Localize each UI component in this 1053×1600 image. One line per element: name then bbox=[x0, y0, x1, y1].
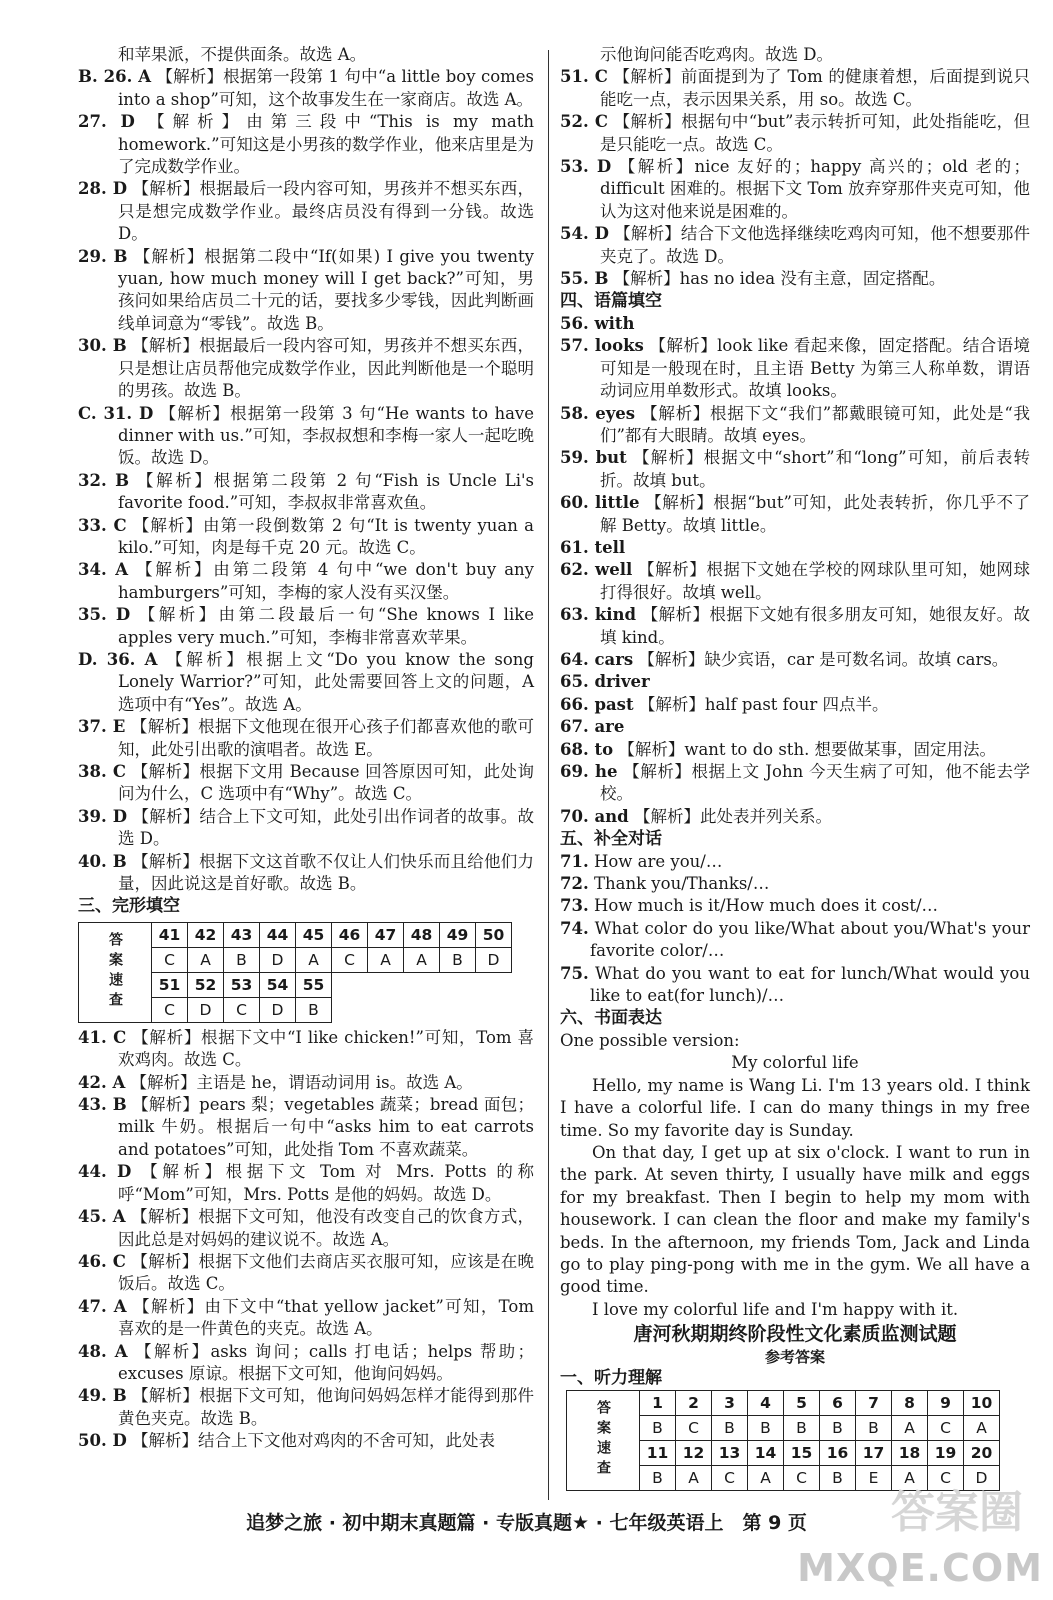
answer-cell: B bbox=[712, 1415, 748, 1440]
question-number-cell: 48 bbox=[404, 922, 440, 947]
question-number-cell: 16 bbox=[820, 1440, 856, 1465]
essay bbox=[560, 1030, 1030, 1321]
question-number-cell: 44 bbox=[260, 922, 296, 947]
answer-explanation: 【解析】主语是 he，谓语动词用 is。故选 A。 bbox=[130, 1072, 473, 1092]
answer-item bbox=[78, 761, 534, 806]
section-heading-writing: 六、书面表达 bbox=[560, 1008, 662, 1029]
answer-cell: C bbox=[676, 1415, 712, 1440]
dialog-number: 72. bbox=[560, 874, 589, 894]
answer-item bbox=[560, 604, 1030, 649]
answer-item bbox=[560, 739, 1030, 761]
answer-item bbox=[560, 716, 1030, 738]
answer-explanation: 【解析】根据下文这首歌不仅让人们快乐而且给他们力量，因此说这是首好歌。故选 B。 bbox=[118, 851, 534, 894]
answer-number: 30. B bbox=[78, 336, 127, 356]
answer-item bbox=[78, 470, 534, 515]
question-number-cell: 43 bbox=[224, 922, 260, 947]
answer-item bbox=[78, 1341, 534, 1386]
answer-number: 42. A bbox=[78, 1072, 126, 1092]
question-number-cell: 13 bbox=[712, 1440, 748, 1465]
question-number-cell: 15 bbox=[784, 1440, 820, 1465]
answer-cell: C bbox=[152, 947, 188, 972]
answer-number: 55. B bbox=[560, 269, 609, 289]
answer-explanation: 【解析】根据“but”可知，此处表转折，你几乎不了解 Betty。故填 little。 bbox=[600, 493, 1030, 535]
answer-number: 67. are bbox=[560, 717, 625, 737]
essay-paragraph: Hello, my name is Wang Li. I'm 13 years old. I think I have a colorful life. I can do many things in my free time. So my favorite day is Sunday. bbox=[560, 1075, 1030, 1140]
answer-item bbox=[560, 111, 1030, 156]
table-label: 答案速查 bbox=[79, 922, 152, 1022]
answer-number: 46. C bbox=[78, 1251, 126, 1271]
dialog-number: 71. bbox=[560, 851, 589, 871]
answer-explanation: 示他询问能否吃鸡肉。故选 D。 bbox=[600, 45, 833, 64]
answer-number: C. 31. D bbox=[78, 403, 154, 423]
answer-explanation: 【解析】此处表并列关系。 bbox=[633, 806, 832, 826]
answer-number: 57. looks bbox=[560, 336, 644, 356]
answer-number: 41. C bbox=[78, 1027, 127, 1047]
answer-explanation: 【解析】根据最后一段内容可知，男孩并不想买东西，只是想完成数学作业。最终店员没有得到一分钱。故选 D。 bbox=[118, 179, 534, 244]
answer-explanation: 【解析】由第二段第 4 句中“we don't buy any hamburgers”可知，李梅的家人没有买汉堡。 bbox=[118, 560, 534, 602]
answer-explanation: 【解析】根据第二段第 2 句“Fish is Uncle Li's favorite food.”可知，李叔叔非常喜欢鱼。 bbox=[118, 470, 534, 513]
answer-item bbox=[560, 44, 1030, 66]
answer-item bbox=[78, 1027, 534, 1072]
watermark-logo: 答案圈 bbox=[891, 1487, 1023, 1538]
empty-cell bbox=[368, 972, 404, 997]
question-number-cell: 2 bbox=[676, 1390, 712, 1415]
answer-item bbox=[560, 537, 1030, 559]
answer-number: 59. but bbox=[560, 448, 627, 468]
answer-explanation: 【解析】asks 询问；calls 打电话；helps 帮助；excuses 原谅。根据下文可知，他询问妈妈。 bbox=[118, 1341, 534, 1383]
answer-cell: B bbox=[784, 1415, 820, 1440]
question-number-cell: 42 bbox=[188, 922, 224, 947]
dialog-answer bbox=[560, 851, 1030, 873]
answer-explanation: 【解析】结合上下文可知，此处引出作词者的故事。故选 D。 bbox=[118, 806, 534, 849]
answer-number: 50. D bbox=[78, 1431, 127, 1451]
answer-cell: A bbox=[296, 947, 332, 972]
answer-number: 61. tell bbox=[560, 537, 626, 557]
answer-number: 62. well bbox=[560, 560, 633, 580]
empty-cell bbox=[440, 972, 476, 997]
answer-item bbox=[78, 1072, 534, 1094]
answer-number: 40. B bbox=[78, 851, 127, 871]
section-heading-listening: 一、听力理解 bbox=[560, 1368, 662, 1389]
answer-explanation: 【解析】根据下文 Tom 对 Mrs. Potts 的称呼“Mom”可知，Mrs. Potts 是他的妈妈。故选 D。 bbox=[118, 1162, 534, 1204]
answer-item bbox=[78, 1296, 534, 1341]
answer-item bbox=[78, 1430, 534, 1452]
dialog-answer bbox=[560, 963, 1030, 1008]
question-number-cell: 47 bbox=[368, 922, 404, 947]
empty-cell bbox=[476, 997, 512, 1022]
answer-explanation: 【解析】由第二段最后一句“She knows I like apples very much.”可知，李梅非常喜欢苹果。 bbox=[118, 605, 534, 647]
dialog-answers bbox=[560, 851, 1030, 1008]
answer-explanation: 【解析】根据下文“我们”都戴眼镜可知，此处是“我们”都有大眼睛。故填 eyes。 bbox=[600, 403, 1031, 445]
essay-title: My colorful life bbox=[731, 1053, 859, 1073]
empty-cell bbox=[440, 997, 476, 1022]
answer-cell: C bbox=[224, 997, 260, 1022]
answer-cell: C bbox=[712, 1465, 748, 1490]
answer-number: 51. C bbox=[560, 67, 608, 87]
answer-item bbox=[78, 1251, 534, 1296]
question-number-cell: 4 bbox=[748, 1390, 784, 1415]
answer-number: 63. kind bbox=[560, 605, 637, 625]
answer-number: 48. A bbox=[78, 1341, 128, 1361]
answer-cell: B bbox=[820, 1465, 856, 1490]
answer-cell: A bbox=[188, 947, 224, 972]
answer-explanation: 【解析】has no idea 没有主意，固定搭配。 bbox=[613, 269, 946, 289]
answer-item bbox=[78, 649, 534, 716]
answer-cell: B bbox=[224, 947, 260, 972]
question-number-cell: 12 bbox=[676, 1440, 712, 1465]
essay-intro: One possible version: bbox=[560, 1030, 740, 1050]
answer-item bbox=[78, 1385, 534, 1430]
cloze-table bbox=[78, 922, 512, 1023]
answer-explanation: 【解析】根据下文他们去商店买衣服可知，应该是在晚饭后。故选 C。 bbox=[118, 1251, 534, 1294]
answer-cell: D bbox=[964, 1465, 1000, 1490]
answer-number: 70. and bbox=[560, 806, 629, 826]
answer-explanation: 【解析】根据上文“Do you know the song Lonely Warrior?”可知，此处需要回答上文的问题，A 选项中有“Yes”。故选 A。 bbox=[118, 649, 534, 714]
answer-item bbox=[560, 492, 1030, 537]
answer-explanation: 【解析】half past four 四点半。 bbox=[638, 694, 889, 714]
answer-item bbox=[560, 403, 1030, 448]
left-column bbox=[78, 44, 534, 1453]
question-number-cell: 8 bbox=[892, 1390, 928, 1415]
answer-number: 69. he bbox=[560, 762, 618, 781]
question-number-cell: 45 bbox=[296, 922, 332, 947]
answer-explanation: 【解析】want to do sth. 想要做某事，固定用法。 bbox=[618, 739, 997, 759]
answer-item bbox=[78, 44, 534, 66]
answer-item bbox=[78, 716, 534, 761]
empty-cell bbox=[368, 997, 404, 1022]
answer-explanation: 【解析】根据句中“but”表示转折可知，此处指能吃，但是只能吃一点。故选 C。 bbox=[600, 112, 1030, 154]
section-heading-text-fill: 四、语篇填空 bbox=[560, 291, 662, 312]
answer-cell: D bbox=[188, 997, 224, 1022]
answer-item bbox=[78, 806, 534, 851]
essay-paragraph: On that day, I get up at six o'clock. I want to run in the park. At seven thirty, I usually have milk and eggs for my breakfast. Then I begin to help my mom with housework. I can clean the floor and make my family's beds. In the afternoon, my friends Tom, Jack and Linda go to play ping-pong with me in the gym. We all have a good time. bbox=[560, 1142, 1030, 1297]
answer-number: 29. B bbox=[78, 246, 128, 266]
answer-list-left-2 bbox=[78, 1027, 534, 1453]
answer-item bbox=[560, 223, 1030, 268]
answer-cell: E bbox=[856, 1465, 892, 1490]
answer-explanation: 【解析】根据第一段第 1 句中“a little boy comes into a shop”可知，这个故事发生在一家商店。故选 A。 bbox=[118, 67, 535, 109]
answer-item bbox=[560, 268, 1030, 290]
answer-number: 45. A bbox=[78, 1207, 126, 1227]
answer-cell: A bbox=[964, 1415, 1000, 1440]
answer-cell: C bbox=[928, 1465, 964, 1490]
answer-item bbox=[78, 403, 534, 470]
answer-number: 47. A bbox=[78, 1296, 127, 1316]
question-number-cell: 7 bbox=[856, 1390, 892, 1415]
answer-item bbox=[78, 178, 534, 245]
watermark-text: MXQE.COM bbox=[797, 1546, 1043, 1590]
answer-item bbox=[78, 335, 534, 402]
question-number-cell: 46 bbox=[332, 922, 368, 947]
empty-cell bbox=[404, 972, 440, 997]
dialog-answer bbox=[560, 918, 1030, 963]
answer-item bbox=[560, 335, 1030, 402]
answer-number: B. 26. A bbox=[78, 67, 152, 87]
question-number-cell: 5 bbox=[784, 1390, 820, 1415]
answer-item bbox=[560, 66, 1030, 111]
answer-explanation: 【解析】根据文中“short”和“long”可知，前后表转折。故填 but。 bbox=[600, 448, 1030, 490]
answer-cell: C bbox=[332, 947, 368, 972]
answer-cell: C bbox=[152, 997, 188, 1022]
answer-explanation: 【解析】由下文中“that yellow jacket”可知，Tom 喜欢的是一件黄色的夹克。故选 A。 bbox=[118, 1296, 534, 1339]
answer-item bbox=[78, 515, 534, 560]
answer-explanation: 【解析】根据下文他现在很开心孩子们都喜欢他的歌可知，此处引出歌的演唱者。故选 E。 bbox=[118, 717, 535, 759]
empty-cell bbox=[404, 997, 440, 1022]
column-divider bbox=[548, 50, 549, 1500]
answer-list-left bbox=[78, 44, 534, 895]
answer-explanation: 【解析】根据下文她有很多朋友可知，她很友好。故填 kind。 bbox=[600, 605, 1031, 647]
answer-number: D. 36. A bbox=[78, 649, 158, 669]
section-heading-dialog: 五、补全对话 bbox=[560, 829, 662, 850]
section-heading-cloze: 三、完形填空 bbox=[78, 896, 180, 917]
dialog-text: What color do you like/What about you/What's your favorite color/… bbox=[590, 918, 1030, 961]
answer-cell: B bbox=[748, 1415, 784, 1440]
answer-cell: B bbox=[440, 947, 476, 972]
answer-item bbox=[560, 156, 1030, 223]
answer-explanation: 【解析】由第一段倒数第 2 句“It is twenty yuan a kilo.”可知，肉是每千克 20 元。故选 C。 bbox=[118, 515, 534, 557]
answer-number: 38. C bbox=[78, 762, 127, 781]
dialog-text: How much is it/How much does it cost/… bbox=[593, 896, 939, 916]
dialog-text: Thank you/Thanks/… bbox=[593, 874, 770, 894]
answer-cell: D bbox=[476, 947, 512, 972]
answer-explanation: 【解析】根据下文可知，他没有改变自己的饮食方式，因此总是对妈妈的建议说不。故选 A。 bbox=[118, 1207, 534, 1249]
answer-cell: B bbox=[640, 1415, 676, 1440]
answer-cell: A bbox=[676, 1465, 712, 1490]
answer-cell: B bbox=[856, 1415, 892, 1440]
answer-item bbox=[560, 559, 1030, 604]
answer-number: 28. D bbox=[78, 179, 127, 199]
answer-cell: A bbox=[748, 1465, 784, 1490]
answer-explanation: 【解析】由第三段中“This is my math homework.”可知这是小男孩的数学作业，他来店里是为了完成数学作业。 bbox=[118, 112, 534, 177]
answer-number: 60. little bbox=[560, 493, 640, 513]
answer-item bbox=[78, 1206, 534, 1251]
empty-cell bbox=[476, 972, 512, 997]
answer-explanation: 【解析】根据第一段第 3 句“He wants to have dinner with us.”可知，李叔叔想和李梅一家人一起吃晚饭。故选 D。 bbox=[118, 403, 534, 468]
answer-number: 49. B bbox=[78, 1386, 127, 1406]
answer-item bbox=[560, 447, 1030, 492]
answer-explanation: 【解析】结合下文他选择继续吃鸡肉可知，他不想要那件夹克了。故选 D。 bbox=[600, 224, 1031, 266]
answer-explanation: 【解析】根据下文她在学校的网球队里可知，她网球打得很好。故填 well。 bbox=[600, 560, 1030, 602]
answer-item bbox=[560, 313, 1030, 335]
answer-item bbox=[78, 604, 534, 649]
answer-item bbox=[78, 246, 534, 336]
answer-number: 56. with bbox=[560, 313, 635, 333]
answer-explanation: 【解析】nice 友好的；happy 高兴的；old 老的；difficult 困难的。根据下文 Tom 放弃穿那件夹克可知，他认为这对他来说是困难的。 bbox=[600, 157, 1031, 221]
question-number-cell: 41 bbox=[152, 922, 188, 947]
answer-number: 35. D bbox=[78, 605, 131, 625]
answer-explanation: 【解析】根据第二段中“If(如果) I give you twenty yuan, how much money will I get back?”可知，男孩问如果给店员二十元的话，要找多少零钱，因此判断画线单词意为“零钱”。故选 B。 bbox=[118, 246, 535, 333]
answer-item bbox=[560, 806, 1030, 828]
answer-explanation: 【解析】根据上文 John 今天生病了可知，他不能去学校。 bbox=[600, 762, 1031, 804]
answer-item bbox=[560, 649, 1030, 671]
dialog-answer bbox=[560, 873, 1030, 895]
answer-explanation: 【解析】pears 梨；vegetables 蔬菜；bread 面包；milk 牛奶。根据后一句中“asks him to eat carrots and potatoes”可知，此处指 Tom 不喜欢蔬菜。 bbox=[118, 1095, 534, 1159]
answer-cell: D bbox=[260, 997, 296, 1022]
question-number-cell: 18 bbox=[892, 1440, 928, 1465]
dialog-answer bbox=[560, 895, 1030, 917]
empty-cell bbox=[332, 972, 368, 997]
answer-cell: A bbox=[892, 1415, 928, 1440]
empty-cell bbox=[332, 997, 368, 1022]
essay-body bbox=[560, 1075, 1030, 1321]
answer-number: 58. eyes bbox=[560, 403, 636, 423]
answer-cell: D bbox=[260, 947, 296, 972]
page-footer: 追梦之旅 · 初中期末真题篇 · 专版真题★ · 七年级英语上 第 9 页 bbox=[246, 1512, 807, 1534]
question-number-cell: 6 bbox=[820, 1390, 856, 1415]
answer-explanation: 【解析】根据下文可知，他询问妈妈怎样才能得到那件黄色夹克。故选 B。 bbox=[118, 1386, 534, 1428]
answer-number: 33. C bbox=[78, 515, 127, 535]
answer-number: 44. D bbox=[78, 1162, 132, 1182]
answer-number: 68. to bbox=[560, 739, 614, 759]
answer-number: 54. D bbox=[560, 224, 609, 244]
question-number-cell: 9 bbox=[928, 1390, 964, 1415]
answer-explanation: 【解析】缺少宾语，car 是可数名词。故填 cars。 bbox=[638, 649, 1009, 669]
answer-cell: A bbox=[892, 1465, 928, 1490]
question-number-cell: 17 bbox=[856, 1440, 892, 1465]
table-label: 答案速查 bbox=[567, 1390, 640, 1490]
answer-cell: A bbox=[368, 947, 404, 972]
dialog-number: 75. bbox=[560, 963, 589, 983]
question-number-cell: 54 bbox=[260, 972, 296, 997]
answer-number: 34. A bbox=[78, 560, 129, 580]
answer-explanation: 和苹果派，不提供面条。故选 A。 bbox=[118, 45, 367, 64]
question-number-cell: 14 bbox=[748, 1440, 784, 1465]
answer-key-subtitle: 参考答案 bbox=[764, 1348, 825, 1367]
question-number-cell: 50 bbox=[476, 922, 512, 947]
answer-explanation: 【解析】look like 看起来像，固定搭配。结合语境可知是一般现在时，且主语 Betty 为第三人称单数，谓语动词应用单数形式。故填 looks。 bbox=[600, 336, 1031, 401]
answer-cell: A bbox=[404, 947, 440, 972]
answer-explanation: 【解析】根据下文用 Because 回答原因可知，此处询问为什么，C 选项中有“Why”。故选 C。 bbox=[118, 762, 534, 804]
question-number-cell: 49 bbox=[440, 922, 476, 947]
answer-number: 66. past bbox=[560, 694, 634, 714]
dialog-number: 73. bbox=[560, 896, 589, 916]
answer-item bbox=[78, 1161, 534, 1206]
answer-list-right bbox=[560, 44, 1030, 290]
question-number-cell: 19 bbox=[928, 1440, 964, 1465]
answer-item bbox=[78, 111, 534, 178]
question-number-cell: 20 bbox=[964, 1440, 1000, 1465]
dialog-text: What do you want to eat for lunch/What would you like to eat(for lunch)/… bbox=[590, 963, 1030, 1006]
answer-explanation: 【解析】根据最后一段内容可知，男孩并不想买东西，只是想让店员帮他完成数学作业，因此判断他是一个聪明的男孩。故选 B。 bbox=[118, 336, 534, 401]
answer-number: 53. D bbox=[560, 157, 612, 177]
dialog-number: 74. bbox=[560, 918, 589, 938]
answer-explanation: 【解析】结合上下文他对鸡肉的不舍可知，此处表 bbox=[132, 1431, 496, 1451]
question-number-cell: 10 bbox=[964, 1390, 1000, 1415]
question-number-cell: 55 bbox=[296, 972, 332, 997]
answer-number: 32. B bbox=[78, 470, 130, 490]
essay-paragraph: I love my colorful life and I'm happy with it. bbox=[592, 1299, 959, 1319]
question-number-cell: 53 bbox=[224, 972, 260, 997]
exam-title: 唐河秋期期终阶段性文化素质监测试题 bbox=[633, 1323, 957, 1346]
answer-explanation: 【解析】根据下文中“I like chicken!”可知，Tom 喜欢鸡肉。故选 C。 bbox=[118, 1027, 534, 1070]
answer-item bbox=[78, 66, 534, 111]
answer-number: 43. B bbox=[78, 1095, 127, 1115]
answer-number: 39. D bbox=[78, 806, 127, 826]
question-number-cell: 3 bbox=[712, 1390, 748, 1415]
answer-item bbox=[78, 851, 534, 896]
answer-cell: B bbox=[296, 997, 332, 1022]
answer-number: 64. cars bbox=[560, 649, 634, 669]
answer-cell: C bbox=[784, 1465, 820, 1490]
question-number-cell: 11 bbox=[640, 1440, 676, 1465]
answer-list-right-2 bbox=[560, 313, 1030, 828]
answer-number: 65. driver bbox=[560, 672, 650, 692]
question-number-cell: 51 bbox=[152, 972, 188, 997]
answer-number: 37. E bbox=[78, 717, 126, 737]
cloze-answer-table bbox=[78, 922, 534, 1023]
answer-item bbox=[560, 671, 1030, 693]
answer-item bbox=[560, 761, 1030, 806]
question-number-cell: 52 bbox=[188, 972, 224, 997]
answer-number: 27. D bbox=[78, 112, 135, 132]
answer-cell: C bbox=[928, 1415, 964, 1440]
answer-item bbox=[78, 559, 534, 604]
answer-cell: B bbox=[820, 1415, 856, 1440]
answer-number: 52. C bbox=[560, 112, 608, 132]
right-column bbox=[560, 44, 1030, 1491]
dialog-text: How are you/… bbox=[593, 851, 723, 871]
question-number-cell: 1 bbox=[640, 1390, 676, 1415]
answer-explanation: 【解析】前面提到为了 Tom 的健康着想，后面提到说只能吃一点，表示因果关系，用 so。故选 C。 bbox=[600, 67, 1031, 109]
answer-cell: B bbox=[640, 1465, 676, 1490]
answer-item bbox=[78, 1094, 534, 1161]
answer-item bbox=[560, 694, 1030, 716]
